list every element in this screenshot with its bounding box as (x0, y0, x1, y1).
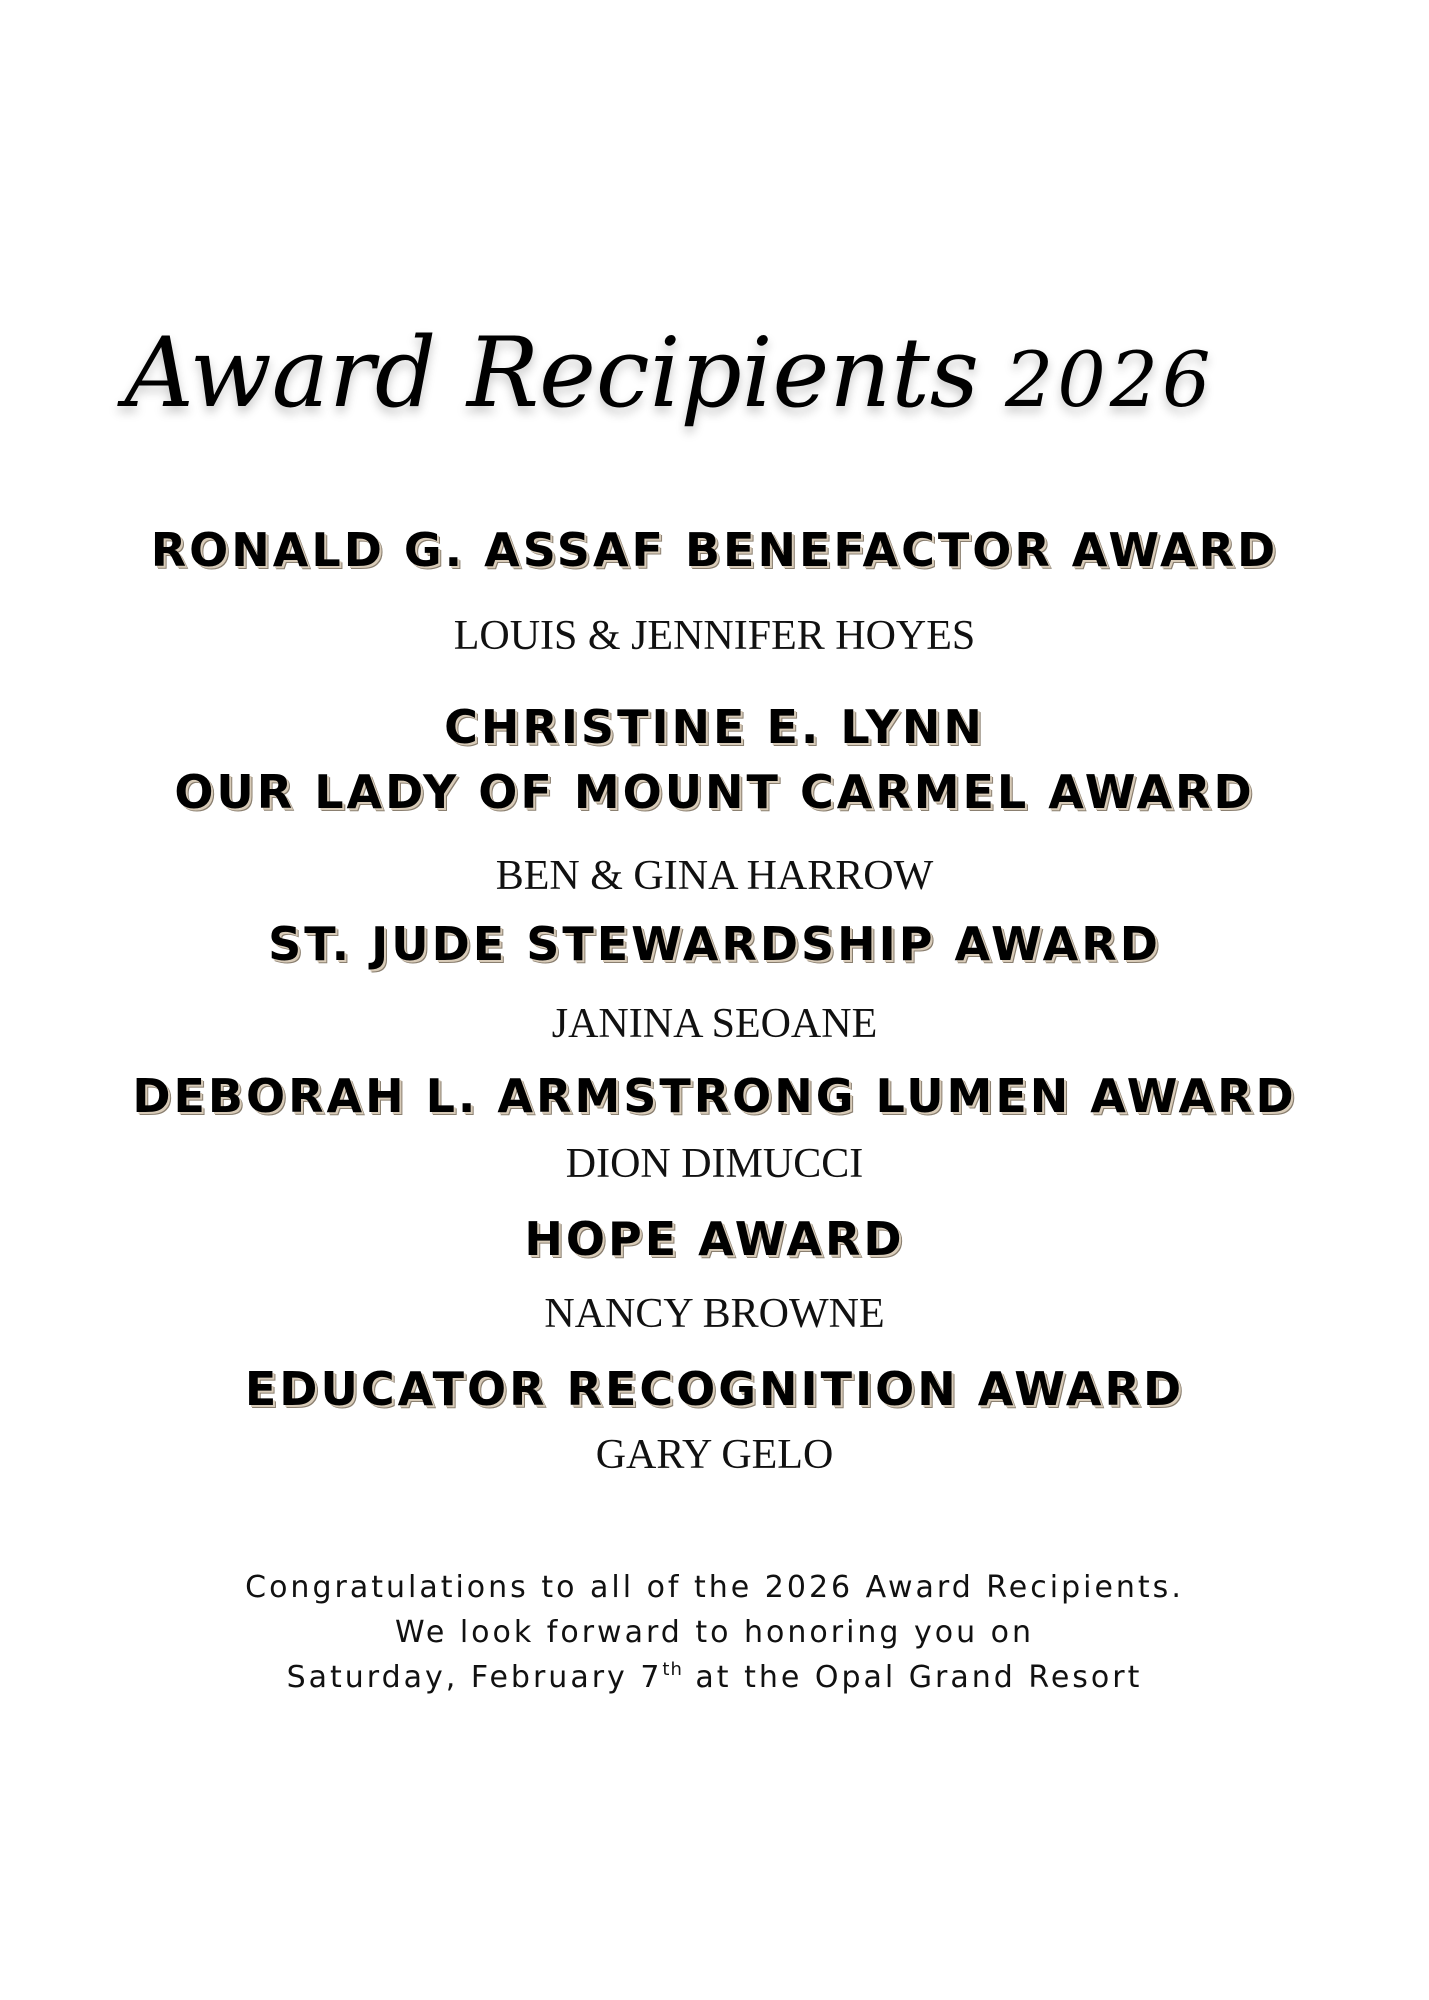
award-name-hope: HOPE AWARD (524, 1212, 905, 1266)
award-name-lumen: DEBORAH L. ARMSTRONG LUMEN AWARD (132, 1069, 1297, 1123)
footer-line-2: We look forward to honoring you on (394, 1615, 1035, 1650)
recipient-hope: NANCY BROWNE (544, 1291, 885, 1337)
award-name-carmel-line1: CHRISTINE E. LYNN (444, 700, 985, 754)
footer-venue-text: at the Opal Grand Resort (682, 1660, 1143, 1695)
award-name-carmel-line2: OUR LADY OF MOUNT CARMEL AWARD (174, 765, 1255, 819)
title-text: Award Recipients (124, 317, 980, 429)
footer-date-text: Saturday, February 7 (286, 1660, 663, 1695)
recipient-educator: GARY GELO (595, 1432, 834, 1478)
recipient-benefactor: LOUIS & JENNIFER HOYES (453, 613, 976, 659)
page-title (0, 318, 1429, 435)
title-year: 2026 (1005, 335, 1215, 424)
recipient-lumen: DION DIMUCCI (565, 1141, 864, 1187)
footer-date-suffix: th (662, 1659, 683, 1680)
footer-line-1: Congratulations to all of the 2026 Award Recipients. (245, 1570, 1184, 1605)
recipient-stewardship: JANINA SEOANE (551, 1001, 878, 1047)
award-name-stewardship: ST. JUDE STEWARDSHIP AWARD (268, 917, 1161, 971)
award-name-educator: EDUCATOR RECOGNITION AWARD (244, 1362, 1185, 1416)
recipient-carmel: BEN & GINA HARROW (495, 853, 934, 899)
footer-line-3 (0, 1656, 1429, 1700)
award-name-benefactor: RONALD G. ASSAF BENEFACTOR AWARD (150, 523, 1279, 577)
